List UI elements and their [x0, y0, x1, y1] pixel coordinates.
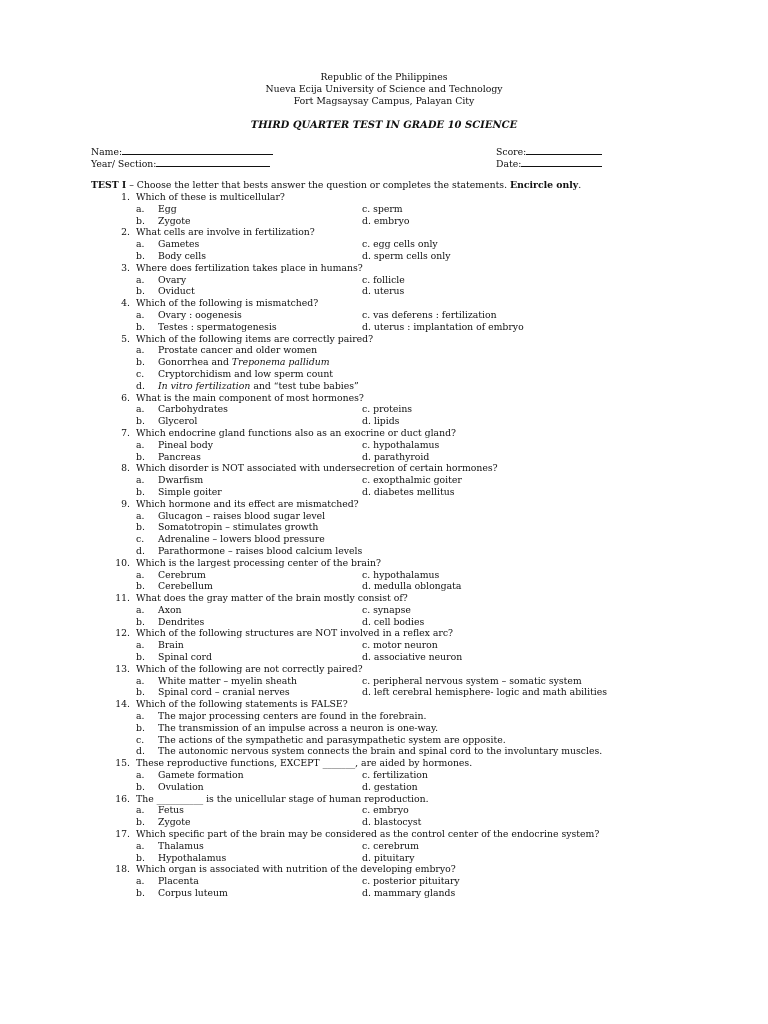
choice-letter[interactable]: c. — [136, 368, 145, 380]
name-blank[interactable] — [122, 145, 273, 155]
instructions-text: – Choose the letter that bests answer the question or completes the statements. — [126, 180, 508, 191]
choice-text-right[interactable]: c. sperm — [362, 203, 403, 215]
header-line-country: Republic of the Philippines — [320, 72, 448, 83]
name-label: Name: — [91, 147, 123, 158]
question-stem: Which of the following structures are NOT involved in a reflex arc? — [136, 628, 454, 640]
choice-text[interactable]: Fetus — [158, 805, 184, 817]
question-number: 9. — [121, 498, 130, 510]
choice-text[interactable]: Adrenaline – lowers blood pressure — [158, 534, 325, 546]
question-14 — [0, 699, 768, 711]
choice-text-right[interactable]: c. cerebrum — [362, 840, 419, 852]
choice-text-right[interactable]: d. mammary glands — [362, 888, 456, 900]
choice-letter[interactable]: a. — [136, 675, 145, 687]
choice-text-right[interactable]: c. hypothalamus — [362, 569, 440, 581]
choice-letter[interactable]: a. — [136, 510, 145, 522]
question-stem: Which is the largest processing center of the brain? — [136, 557, 381, 569]
choice-text[interactable]: Dwarfism — [158, 475, 204, 487]
choice-text[interactable]: Spinal cord — [158, 652, 212, 664]
choice-text-right[interactable]: c. motor neuron — [362, 640, 438, 652]
year-section-blank[interactable] — [156, 157, 270, 167]
question-stem: Which organ is associated with nutrition of the developing embryo? — [136, 864, 456, 876]
choice-letter[interactable]: b. — [136, 722, 145, 734]
date-field[interactable] — [496, 157, 602, 171]
question-number: 8. — [121, 463, 130, 475]
question-8 — [0, 463, 768, 475]
choice-text-right[interactable]: d. cell bodies — [362, 616, 425, 628]
question-list — [0, 192, 768, 900]
choice-text[interactable]: Zygote — [158, 215, 191, 227]
choice-text[interactable]: Axon — [158, 604, 182, 616]
answer-row — [0, 369, 768, 381]
choice-letter[interactable]: b. — [136, 652, 145, 664]
choice-text[interactable]: Gametes — [158, 239, 200, 251]
question-number: 15. — [115, 758, 130, 770]
choice-letter[interactable]: c. — [136, 534, 145, 546]
question-stem: Which specific part of the brain may be considered as the control center of the endocrine system? — [136, 829, 600, 841]
choice-text[interactable]: White matter – myelin sheath — [158, 675, 298, 687]
answer-row — [0, 841, 768, 853]
answer-row — [0, 286, 768, 298]
choice-text[interactable]: Simple goiter — [158, 486, 222, 498]
year-section-label: Year/ Section: — [91, 159, 157, 170]
choice-text[interactable]: Pancreas — [158, 451, 201, 463]
answer-row — [0, 746, 768, 758]
question-number: 17. — [115, 829, 130, 841]
answer-row — [0, 381, 768, 393]
question-10 — [0, 558, 768, 570]
question-6 — [0, 393, 768, 405]
question-stem: Which disorder is NOT associated with undersecretion of certain hormones? — [136, 463, 498, 475]
choice-letter[interactable]: b. — [136, 321, 145, 333]
choice-letter[interactable]: b. — [136, 888, 145, 900]
school-header — [0, 72, 768, 108]
choice-letter[interactable]: a. — [136, 770, 145, 782]
choice-text[interactable]: Gamete formation — [158, 770, 244, 782]
choice-text-right[interactable]: c. synapse — [362, 604, 411, 616]
answer-row — [0, 416, 768, 428]
choice-letter[interactable]: b. — [136, 451, 145, 463]
choice-letter[interactable]: a. — [136, 876, 145, 888]
choice-text-right[interactable]: c. vas deferens : fertilization — [362, 309, 497, 321]
choice-text-right[interactable]: c. proteins — [362, 404, 413, 416]
choice-text[interactable]: Ovulation — [158, 781, 204, 793]
question-number: 7. — [121, 427, 130, 439]
answer-row — [0, 770, 768, 782]
test-label: TEST I — [91, 180, 127, 191]
choice-letter[interactable]: b. — [136, 416, 145, 428]
choice-letter[interactable]: a. — [136, 604, 145, 616]
answer-row — [0, 440, 768, 452]
answer-row — [0, 345, 768, 357]
question-number: 11. — [115, 593, 130, 605]
choice-text-right[interactable]: c. embryo — [362, 805, 409, 817]
question-stem: These reproductive functions, EXCEPT _______, are aided by hormones. — [136, 758, 473, 770]
choice-letter[interactable]: a. — [136, 569, 145, 581]
answer-row — [0, 275, 768, 287]
choice-text-right[interactable]: c. peripheral nervous system – somatic system — [362, 675, 582, 687]
choice-text[interactable]: Pineal body — [158, 439, 213, 451]
question-stem: Which endocrine gland functions also as an exocrine or duct gland? — [136, 427, 457, 439]
answer-row — [0, 452, 768, 464]
question-number: 14. — [115, 699, 130, 711]
choice-letter[interactable]: d. — [136, 746, 145, 758]
test-title: THIRD QUARTER TEST IN GRADE 10 SCIENCE — [250, 120, 518, 131]
question-stem: What is the main component of most hormones? — [136, 392, 364, 404]
answer-row — [0, 676, 768, 688]
answer-row — [0, 782, 768, 794]
choice-letter[interactable]: a. — [136, 309, 145, 321]
choice-letter[interactable]: b. — [136, 616, 145, 628]
choice-text[interactable]: Cerebrum — [158, 569, 206, 581]
answer-row — [0, 640, 768, 652]
question-4 — [0, 298, 768, 310]
question-7 — [0, 428, 768, 440]
question-2 — [0, 227, 768, 239]
answer-row — [0, 534, 768, 546]
question-number: 6. — [121, 392, 130, 404]
answer-row — [0, 522, 768, 534]
answer-row — [0, 711, 768, 723]
choice-letter[interactable]: c. — [136, 734, 145, 746]
answer-row — [0, 475, 768, 487]
choice-text-right[interactable]: d. diabetes mellitus — [362, 486, 455, 498]
answer-row — [0, 876, 768, 888]
choice-text-right[interactable]: d. blastocyst — [362, 817, 422, 829]
choice-text-right[interactable]: c. fertilization — [362, 770, 428, 782]
choice-text[interactable]: Thalamus — [158, 840, 204, 852]
answer-row — [0, 239, 768, 251]
choice-letter[interactable]: b. — [136, 357, 145, 369]
question-number: 12. — [115, 628, 130, 640]
choice-text[interactable]: Dendrites — [158, 616, 205, 628]
question-stem: Which of the following are not correctly paired? — [136, 663, 363, 675]
choice-letter[interactable]: b. — [136, 781, 145, 793]
choice-text[interactable]: Carbohydrates — [158, 404, 228, 416]
choice-text[interactable]: Spinal cord – cranial nerves — [158, 687, 290, 699]
answer-row — [0, 404, 768, 416]
choice-text[interactable]: Zygote — [158, 817, 191, 829]
choice-letter[interactable]: a. — [136, 475, 145, 487]
question-9 — [0, 499, 768, 511]
choice-text-right[interactable]: d. parathyroid — [362, 451, 430, 463]
year-section-field[interactable] — [91, 157, 270, 171]
choice-text[interactable]: In vitro fertilization and “test tube babies” — [158, 380, 359, 392]
question-stem: What does the gray matter of the brain mostly consist of? — [136, 593, 408, 605]
score-label: Score: — [496, 147, 527, 158]
question-13 — [0, 664, 768, 676]
choice-text-right[interactable]: c. exopthalmic goiter — [362, 475, 462, 487]
question-15 — [0, 758, 768, 770]
question-stem: Which of the following is mismatched? — [136, 298, 319, 310]
choice-text[interactable]: Corpus luteum — [158, 888, 228, 900]
question-stem: Where does fertilization takes place in humans? — [136, 262, 363, 274]
choice-text-right[interactable]: d. pituitary — [362, 852, 415, 864]
question-12 — [0, 628, 768, 640]
choice-text[interactable]: Testes : spermatogenesis — [158, 321, 277, 333]
answer-row — [0, 805, 768, 817]
choice-text[interactable]: Parathormone – raises blood calcium levels — [158, 545, 363, 557]
date-blank[interactable] — [521, 157, 602, 167]
choice-text[interactable]: Ovary — [158, 274, 187, 286]
choice-text[interactable]: The transmission of an impulse across a neuron is one-way. — [158, 722, 439, 734]
answer-row — [0, 853, 768, 865]
choice-letter[interactable]: a. — [136, 404, 145, 416]
choice-text[interactable]: Gonorrhea and Treponema pallidum — [158, 357, 330, 369]
question-stem: Which of the following items are correctly paired? — [136, 333, 374, 345]
choice-text-right[interactable]: d. gestation — [362, 781, 418, 793]
choice-letter[interactable]: d. — [136, 380, 145, 392]
choice-text-right[interactable]: d. lipids — [362, 416, 400, 428]
question-5 — [0, 334, 768, 346]
choice-text-right[interactable]: d. uterus — [362, 286, 405, 298]
choice-text[interactable]: Ovary : oogenesis — [158, 309, 242, 321]
choice-text[interactable]: Brain — [158, 640, 184, 652]
question-stem: What cells are involve in fertilization? — [136, 227, 315, 239]
choice-text[interactable]: Cryptorchidism and low sperm count — [158, 368, 334, 380]
choice-letter[interactable]: a. — [136, 805, 145, 817]
choice-text[interactable]: Egg — [158, 203, 177, 215]
header-line-campus: Fort Magsaysay Campus, Palayan City — [293, 96, 475, 107]
question-number: 16. — [115, 793, 130, 805]
answer-row — [0, 357, 768, 369]
answer-row — [0, 617, 768, 629]
choice-text[interactable]: Cerebellum — [158, 581, 213, 593]
date-label: Date: — [496, 159, 522, 170]
choice-text[interactable]: Oviduct — [158, 286, 195, 298]
choice-text[interactable]: Glucagon – raises blood sugar level — [158, 510, 326, 522]
answer-row — [0, 322, 768, 334]
choice-text-right[interactable]: c. posterior pituitary — [362, 876, 460, 888]
choice-letter[interactable]: a. — [136, 239, 145, 251]
choice-text[interactable]: The actions of the sympathetic and parasympathetic system are opposite. — [158, 734, 506, 746]
question-stem: Which of the following statements is FALSE? — [136, 699, 348, 711]
choice-letter[interactable]: b. — [136, 215, 145, 227]
question-number: 5. — [121, 333, 130, 345]
question-number: 1. — [121, 192, 130, 203]
score-blank[interactable] — [526, 145, 602, 155]
answer-row — [0, 570, 768, 582]
choice-letter[interactable]: b. — [136, 817, 145, 829]
choice-text[interactable]: The autonomic nervous system connects the brain and spinal cord to the involuntary muscles. — [158, 746, 603, 758]
choice-text-right[interactable]: d. associative neuron — [362, 652, 463, 664]
choice-text[interactable]: Prostate cancer and older women — [158, 345, 318, 357]
question-number: 4. — [121, 298, 130, 310]
question-17 — [0, 829, 768, 841]
question-11 — [0, 593, 768, 605]
choice-text[interactable]: Somatotropin – stimulates growth — [158, 522, 319, 534]
question-3 — [0, 263, 768, 275]
choice-letter[interactable]: b. — [136, 522, 145, 534]
choice-letter[interactable]: a. — [136, 439, 145, 451]
answer-row — [0, 723, 768, 735]
question-16 — [0, 794, 768, 806]
answer-row — [0, 216, 768, 228]
answer-row — [0, 310, 768, 322]
question-number: 18. — [115, 864, 130, 876]
choice-text[interactable]: The major processing centers are found in the forebrain. — [158, 711, 427, 723]
choice-text-right[interactable]: d. embryo — [362, 215, 410, 227]
choice-letter[interactable]: a. — [136, 840, 145, 852]
choice-letter[interactable]: a. — [136, 711, 145, 723]
choice-text-right[interactable]: d. uterus : implantation of embryo — [362, 321, 524, 333]
choice-text-right[interactable]: d. medulla oblongata — [362, 581, 462, 593]
choice-letter[interactable]: a. — [136, 203, 145, 215]
choice-letter[interactable]: b. — [136, 852, 145, 864]
answer-row — [0, 652, 768, 664]
answer-row — [0, 251, 768, 263]
choice-text[interactable]: Hypothalamus — [158, 852, 227, 864]
choice-text-right[interactable]: c. hypothalamus — [362, 439, 440, 451]
choice-letter[interactable]: b. — [136, 486, 145, 498]
answer-row — [0, 735, 768, 747]
choice-letter[interactable]: a. — [136, 274, 145, 286]
test-instructions — [91, 180, 711, 192]
question-stem: The __________ is the unicellular stage of human reproduction. — [136, 793, 429, 805]
instructions-end: . — [578, 180, 582, 191]
choice-text[interactable]: Placenta — [158, 876, 199, 888]
choice-text-right[interactable]: d. left cerebral hemisphere- logic and math abilities — [362, 687, 608, 699]
answer-row — [0, 581, 768, 593]
question-number: 13. — [115, 663, 130, 675]
choice-text-right[interactable]: d. sperm cells only — [362, 250, 451, 262]
question-stem: Which hormone and its effect are mismatched? — [136, 498, 359, 510]
header-line-university: Nueva Ecija University of Science and Technology — [265, 84, 503, 95]
instructions-emphasis: Encircle only — [510, 180, 579, 191]
choice-letter[interactable]: b. — [136, 286, 145, 298]
choice-letter[interactable]: b. — [136, 687, 145, 699]
question-stem: Which of these is multicellular? — [136, 192, 285, 203]
answer-row — [0, 605, 768, 617]
answer-row — [0, 204, 768, 216]
choice-letter[interactable]: d. — [136, 545, 145, 557]
choice-letter[interactable]: a. — [136, 345, 145, 357]
choice-text[interactable]: Body cells — [158, 250, 207, 262]
question-number: 10. — [115, 557, 130, 569]
answer-row — [0, 888, 768, 900]
choice-letter[interactable]: b. — [136, 250, 145, 262]
answer-row — [0, 546, 768, 558]
answer-row — [0, 817, 768, 829]
choice-letter[interactable]: a. — [136, 640, 145, 652]
choice-letter[interactable]: b. — [136, 581, 145, 593]
choice-text-right[interactable]: c. follicle — [362, 274, 405, 286]
question-18 — [0, 864, 768, 876]
answer-row — [0, 511, 768, 523]
choice-text[interactable]: Glycerol — [158, 416, 198, 428]
question-1 — [0, 192, 768, 204]
question-number: 2. — [121, 227, 130, 239]
answer-row — [0, 487, 768, 499]
answer-row — [0, 687, 768, 699]
question-number: 3. — [121, 262, 130, 274]
choice-text-right[interactable]: c. egg cells only — [362, 239, 438, 251]
